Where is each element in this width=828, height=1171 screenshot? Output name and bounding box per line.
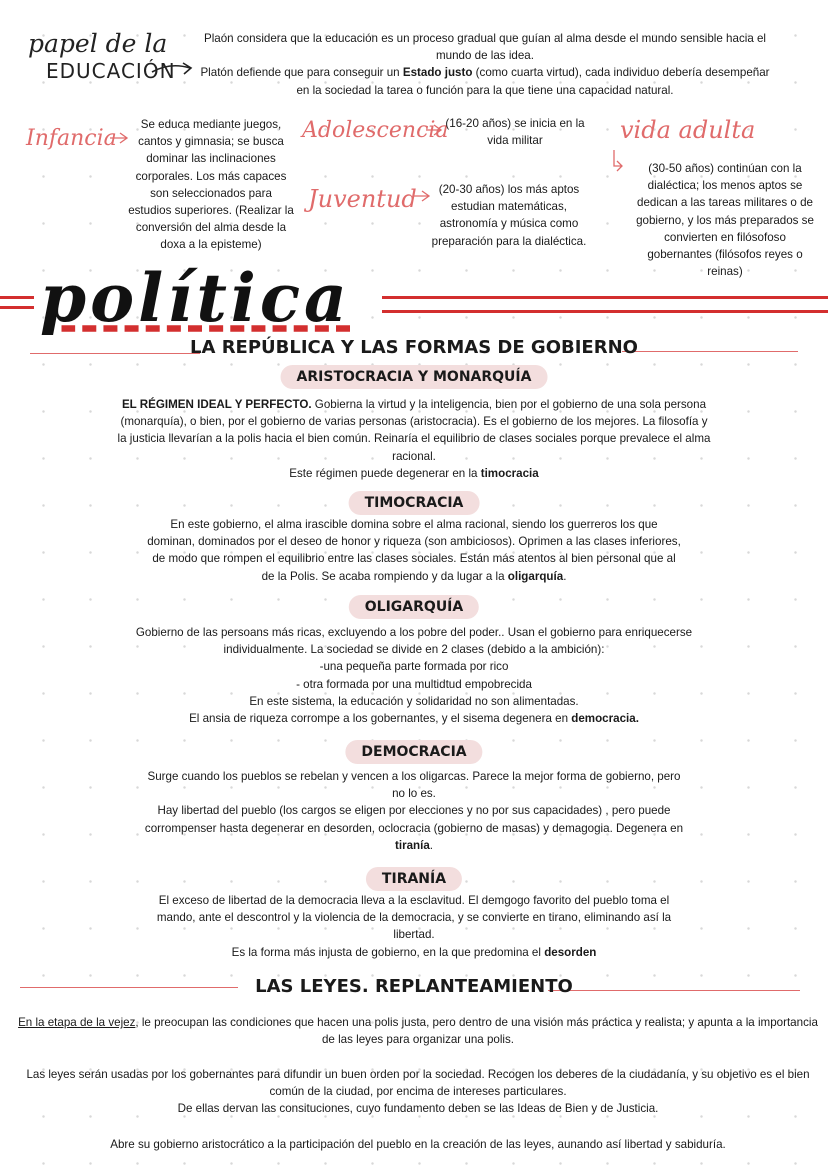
leyes-p1-underlined: En la etapa de la vejez: [18, 1016, 136, 1029]
oligarquia-title: OLIGARQUÍA: [349, 595, 479, 619]
leyes-p4: Abre su gobierno aristocrático a la participación del pueblo en la creación de las leyes, aunando así libertad y sabiduría.: [110, 1138, 726, 1151]
leyes-p1: [18, 1014, 818, 1048]
leyes-p2: [18, 1066, 818, 1118]
education-intro: [198, 30, 772, 99]
adulta-label: vida adulta: [620, 116, 756, 144]
aristocracia-paragraph: Gobierna la virtud y la inteligencia, bien por el gobierno de una sola persona (monarquía), o bien, por el gobierno de varias personas (aristocracia). Es el gobierno de los mejores. La filosofía y la justicia llevarían a la polis hacia el bien común. Reinaría el equilibrio de clases sociales porque prevalece el alma racional.: [117, 398, 711, 463]
juventud-text: (20-30 años) los más aptos estudian matemáticas, astronomía y música como preparación para la dialéctica.: [431, 183, 587, 248]
juventud-label: Juventud: [308, 185, 417, 213]
timocracia-dot: .: [563, 569, 567, 583]
banner-rule-right-2: [382, 310, 828, 313]
intro-2b: Estado justo: [402, 66, 473, 80]
leyes-p3-text: De ellas dervan las consituciones, cuyo fundamento deben se las Ideas de Bien y de Justicia.: [177, 1102, 659, 1116]
education-title-line1: papel de la: [28, 29, 168, 58]
democracia-line1: Surge cuando los pueblos se rebelan y vencen a los oligarcas. Parece la mejor forma de gobierno, pero no lo es.: [147, 770, 681, 801]
aristocracia-lead: EL RÉGIMEN IDEAL Y PERFECTO.: [121, 398, 312, 411]
democracia-line2-bold: tiranía: [394, 838, 430, 852]
aristocracia-end-bold: timocracia: [480, 466, 539, 480]
democracia-line2: [140, 802, 688, 854]
leyes-title: LAS LEYES. REPLANTEAMIENTO: [255, 976, 573, 997]
leyes-p1-text: , le preocupan las condiciones que hacen una polis justa, pero dentro de una visión más práctica y realista; y apunta a la importancia de las leyes para organizar una polis.: [135, 1016, 818, 1047]
timocracia-text: [146, 516, 682, 585]
adolescencia-label: Adolescencia: [302, 118, 449, 143]
aristocracia-end-text: Este régimen puede degenerar en la: [289, 466, 481, 480]
oligarquia-line5-text: El ansia de riqueza corrompe a los gobernantes, y el sisema degenera en: [189, 712, 572, 726]
democracia-dot: .: [429, 838, 434, 852]
aristocracia-text: [116, 396, 712, 482]
timocracia-title: TIMOCRACIA: [349, 491, 480, 515]
aristocracia-title: ARISTOCRACIA Y MONARQUÍA: [281, 365, 548, 389]
oligarquia-text: [130, 624, 698, 727]
aristocracia-body: [116, 396, 712, 465]
education-intro-1: Plaón considera que la educación es un proceso gradual que guían al alma desde el mundo sensible hacia el mundo de las idea.: [203, 32, 767, 63]
education-intro-2: [198, 64, 772, 98]
tirania-line2-bold: desorden: [544, 945, 597, 959]
arrow-down-icon: [608, 148, 624, 172]
tirania-line2: [150, 944, 678, 961]
oligarquia-line3: - otra formada por una multidtud empobrecida: [296, 677, 532, 691]
tirania-line2-text: Es la forma más injusta de gobierno, en la que predomina el: [231, 945, 545, 959]
aristocracia-end: [116, 465, 712, 482]
banner-rule-left-1: [0, 296, 34, 299]
oligarquia-line5: [130, 710, 698, 727]
adulta-text: (30-50 años) continúan con la dialéctica; los menos aptos se dedican a las tareas militares o de gobierno, y los más preparados se convierten en filósofoso gobernantes (filósofos reyes o reinas): [636, 162, 814, 279]
tirania-line1: El exceso de libertad de la democracia lleva a la esclavitud. El demgogo favorito del pueblo toma el mando, ante el descontrol y la violencia de la democracia, y se convierte en tirano, eliminando así la libertad.: [156, 894, 672, 942]
oligarquia-line4: En este sistema, la educación y solidaridad no son alimentadas.: [249, 694, 579, 708]
oligarquia-line2: -una pequeña parte formada por rico: [319, 660, 509, 674]
democracia-title: DEMOCRACIA: [345, 740, 482, 764]
tirania-title: TIRANÍA: [366, 867, 462, 891]
democracia-line2-text: Hay libertad del pueblo (los cargos se eligen por elecciones y no por sus capacidades) , pero puede corrompenser hasta degenerar en desorden, oclocracia (gobierno de masas) y demagogia. Degenera en: [144, 804, 684, 835]
oligarquia-line1: Gobierno de las persoans más ricas, excluyendo a los pobre del poder.. Usan el gobierno para enriquecerse individualmente. La sociedad se divide en 2 clases (debido a la ambición):: [135, 626, 693, 657]
tirania-text: [150, 892, 678, 961]
infancia-label: Infancia: [26, 126, 117, 151]
intro-2a: Platón defiende que para conseguir un: [200, 66, 403, 80]
adolescencia-text: (16-20 años) se inicia en la vida militar: [445, 117, 585, 148]
leyes-p2-text: Las leyes serán usadas por los gobernantes para difundir un buen orden por la sociedad. Recogen los deberes de la ciudadanía, y su objetivo es el bien común de la ciudad, por encima de intereses particulares.: [26, 1068, 810, 1099]
education-title-line2: EDUCACIÓN: [46, 59, 176, 83]
politica-title: política: [40, 259, 351, 337]
timocracia-bold: oligarquía: [507, 569, 564, 583]
democracia-text: [140, 768, 688, 854]
banner-rule-right-1: [382, 296, 828, 299]
banner-rule-left-2: [0, 306, 34, 309]
oligarquia-line5-bold: democracia.: [571, 712, 639, 726]
intro-2c: (como cuarta virtud), cada individuo debería desempeñar en la sociedad la tarea o función para la que tiene una capacidad natural.: [296, 66, 770, 97]
infancia-text: Se educa mediante juegos, cantos y gimnasia; se busca dominar las inclinaciones corporales. Los más capaces son seleccionados para estudios superiores. (Realizar la conversión del alma desde la doxa a la episteme): [128, 118, 294, 252]
arrow-icon: [150, 58, 196, 80]
republica-title: LA REPÚBLICA Y LAS FORMAS DE GOBIERNO: [190, 337, 638, 358]
timocracia-paragraph: En este gobierno, el alma irascible domina sobre el alma racional, siendo los guerreros los que dominan, dominados por el deseo de honor y riqueza (son ambiciosos). Oprimen a las clases inferiores, de modo que rompen el equilibrio entre las clases sociales. Están más atentos al bien personal que al de la Polis. Se acaba rompiendo y da lugar a la: [147, 518, 681, 583]
